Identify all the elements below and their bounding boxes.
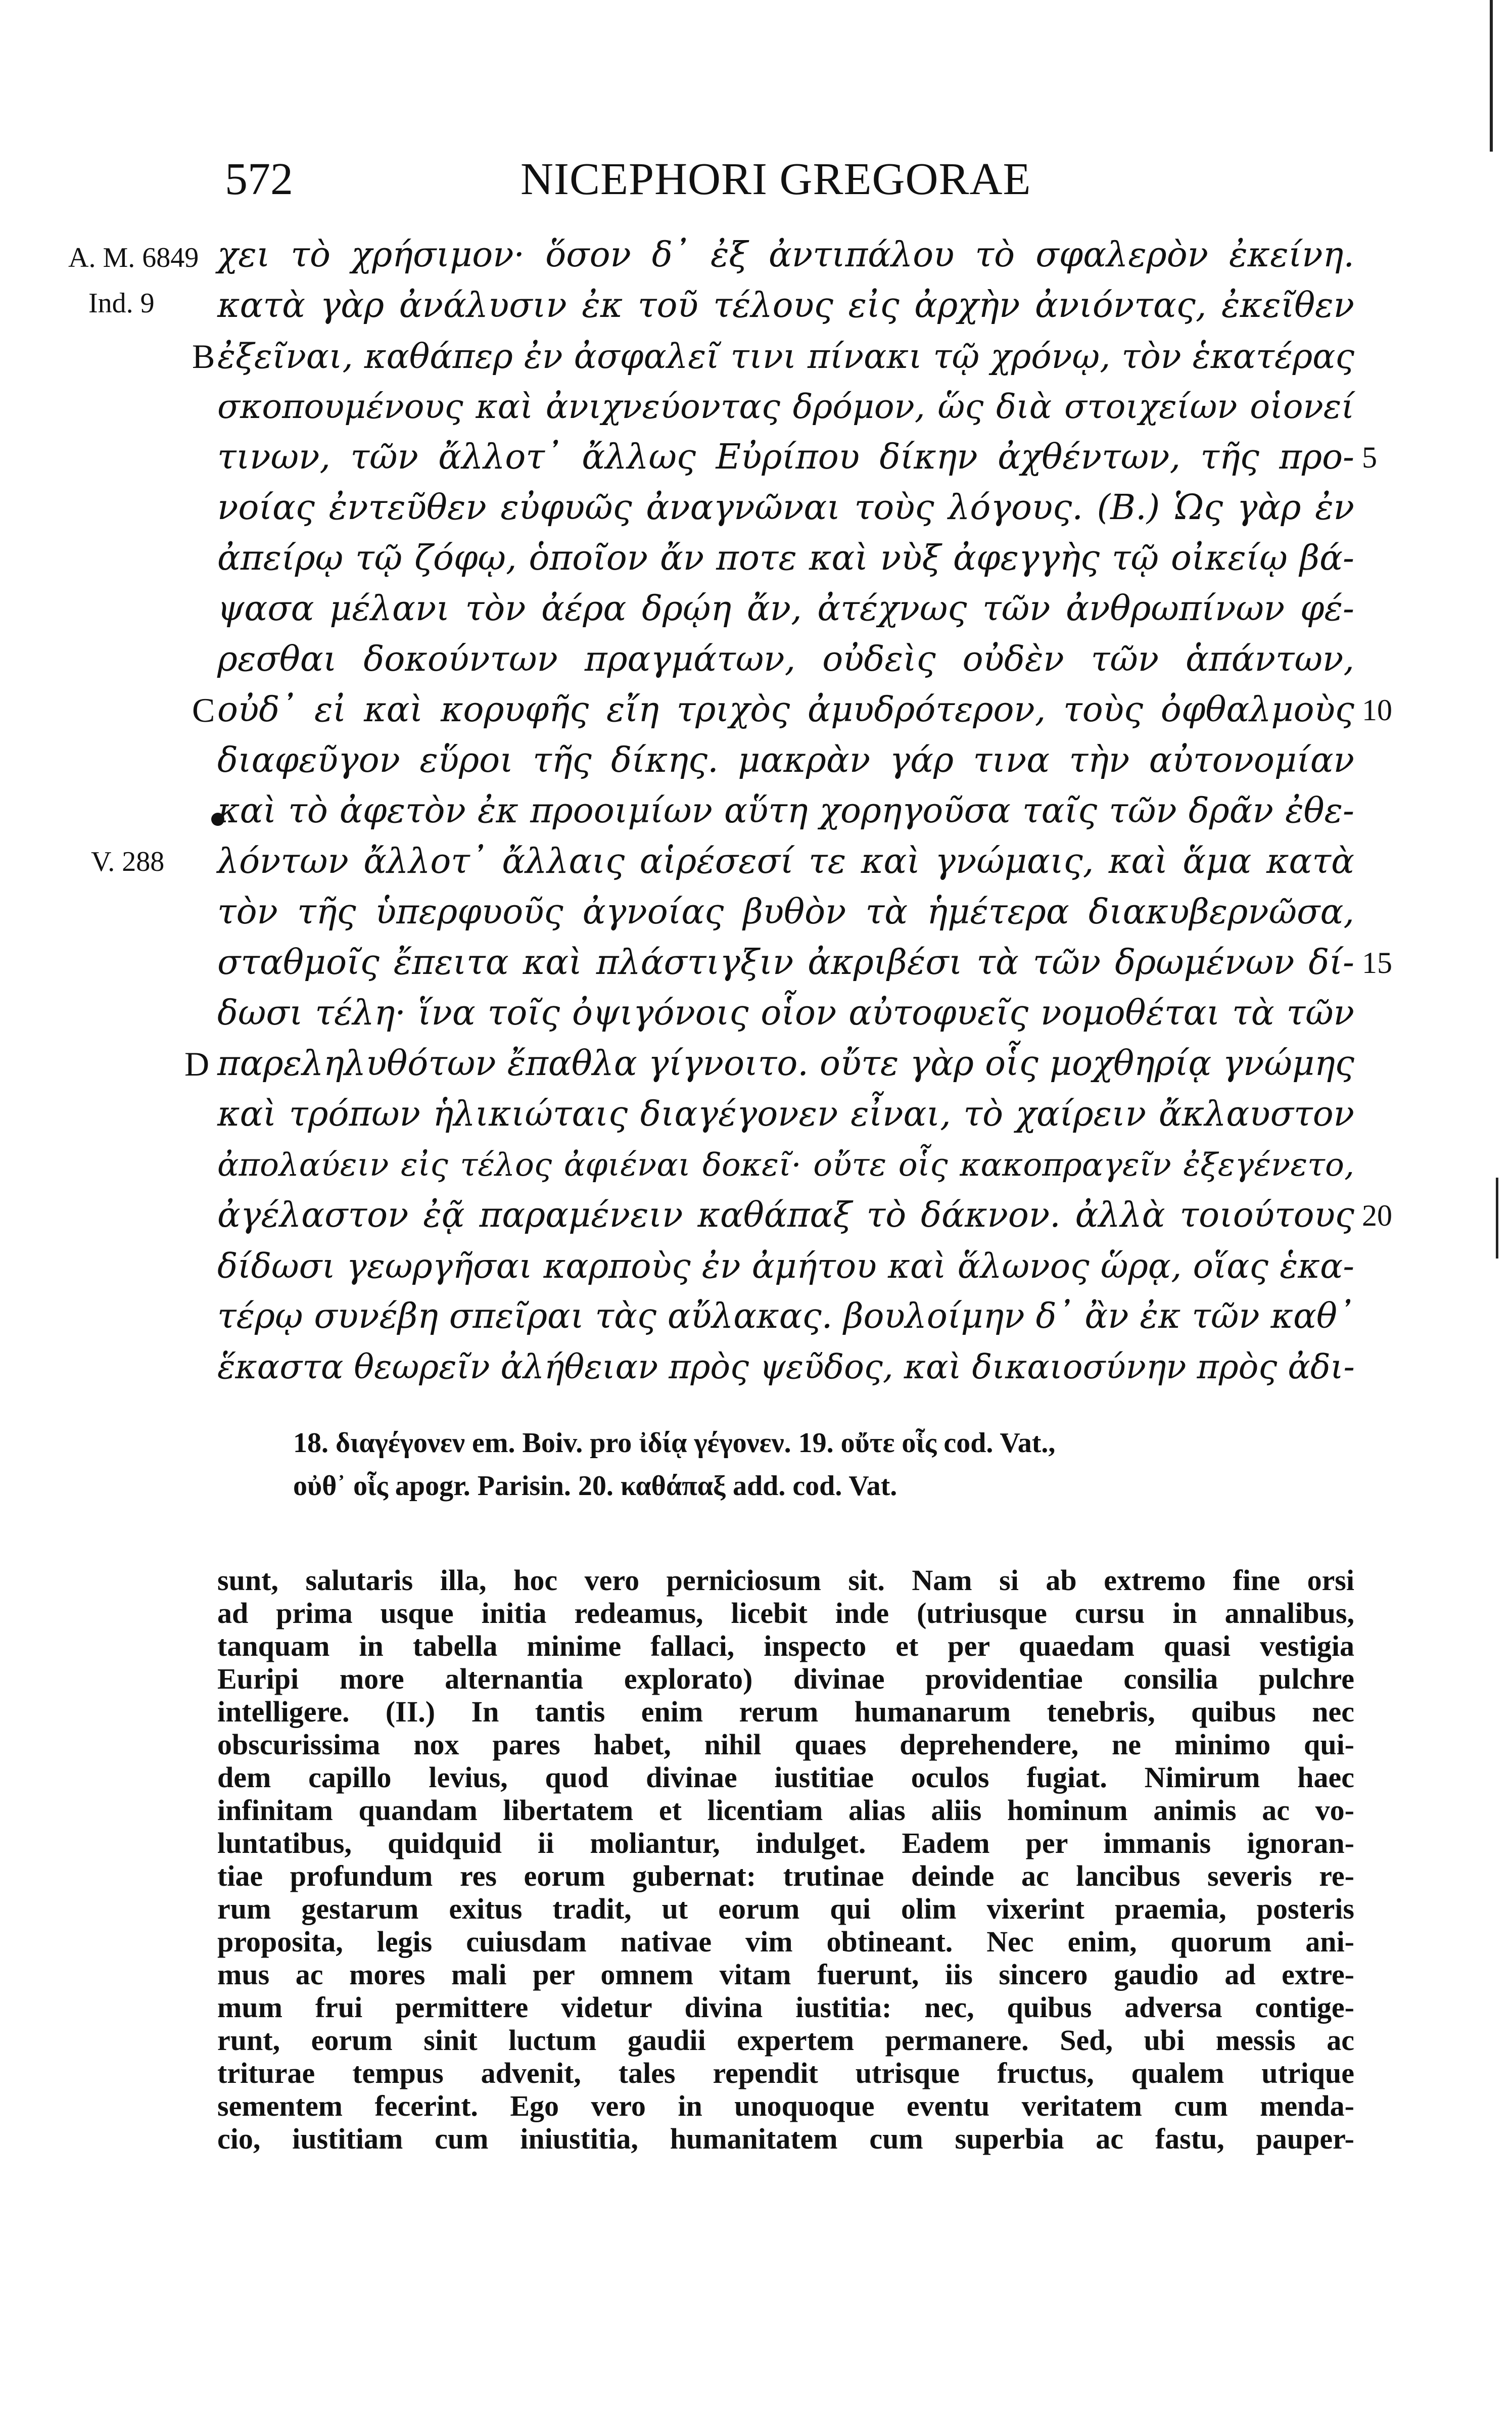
greek-line: οὐδ᾽ εἰ καὶ κορυφῆς εἴη τριχὸς ἀμυδρότερον, τοὺς ὀφθαλμοὺς	[217, 690, 1354, 730]
greek-line: σκοπουμένους καὶ ἀνιχνεύοντας δρόμον, ὥς διὰ στοιχείων οἱονεί	[217, 387, 1354, 426]
latin-line: tanquam in tabella minime fallaci, inspecto et per quaedam quasi vestigia	[217, 1629, 1354, 1662]
apparatus-line: οὐθ᾽ οἷς apogr. Parisin. 20. καθάπαξ add. cod. Vat.	[293, 1470, 897, 1502]
latin-line: triturae tempus advenit, tales rependit utrisque fructus, qualem utrique	[217, 2057, 1354, 2089]
greek-line: ἕκαστα θεωρεῖν ἀλήθειαν πρὸς ψεῦδος, καὶ δικαιοσύνην πρὸς ἀδι-	[217, 1347, 1355, 1386]
page-number: 572	[225, 154, 293, 204]
greek-line: τινων, τῶν ἄλλοτ᾽ ἄλλως Εὐρίπου δίκην ἀχθέντων, τῆς προ-	[217, 437, 1354, 477]
greek-line: τὸν τῆς ὑπερφυοῦς ἀγνοίας βυθὸν τὰ ἡμέτερα διακυβερνῶσα,	[217, 892, 1354, 932]
latin-line: luntatibus, quidquid ii moliantur, indulget. Eadem per immanis ignoran-	[217, 1827, 1354, 1859]
latin-line: rum gestarum exitus tradit, ut eorum qui olim vixerint praemia, posteris	[217, 1892, 1354, 1925]
latin-line: tiae profundum res eorum gubernat: trutinae deinde ac lancibus severis re-	[217, 1859, 1354, 1892]
page-edge-mark	[1496, 1178, 1498, 1259]
greek-line: διαφεῦγον εὕροι τῆς δίκης. μακρὰν γάρ τινα τὴν αὐτονομίαν	[217, 740, 1354, 780]
running-head: NICEPHORI GREGORAE	[521, 154, 1031, 204]
latin-line: dem capillo levius, quod divinae iustitiae oculos fugiat. Nimirum haec	[217, 1761, 1354, 1794]
greek-line: ἐξεῖναι, καθάπερ ἐν ἀσφαλεῖ τινι πίνακι τῷ χρόνῳ, τὸν ἑκατέρας	[217, 337, 1354, 376]
latin-line: sunt, salutaris illa, hoc vero perniciosum sit. Nam si ab extremo fine orsi	[217, 1564, 1354, 1597]
line-number-20: 20	[1362, 1199, 1392, 1232]
latin-line: runt, eorum sinit luctum gaudii expertem permanere. Sed, ubi messis ac	[217, 2024, 1354, 2057]
page-edge-rule	[1490, 0, 1493, 152]
greek-line: χει τὸ χρήσιμον· ὅσον δ᾽ ἐξ ἀντιπάλου τὸ σφαλερὸν ἐκείνη.	[217, 235, 1354, 275]
greek-line: καὶ τρόπων ἡλικιώταις διαγέγονεν εἶναι, τὸ χαίρειν ἄκλαυστον	[217, 1094, 1354, 1134]
line-number-5: 5	[1362, 441, 1377, 474]
latin-line: obscurissima nox pares habet, nihil quaes deprehendere, ne minimo qui-	[217, 1728, 1354, 1761]
greek-line: ρεσθαι δοκούντων πραγμάτων, οὐδεὶς οὐδὲν τῶν ἁπάντων,	[217, 639, 1354, 679]
latin-line: intelligere. (II.) In tantis enim rerum humanarum tenebris, quibus nec	[217, 1695, 1354, 1728]
greek-line: ἀγέλαστον ἐᾷ παραμένειν καθάπαξ τὸ δάκνον. ἀλλὰ τοιούτους	[217, 1195, 1354, 1235]
margin-year: A. M. 6849	[68, 242, 199, 273]
greek-line: καὶ τὸ ἀφετὸν ἐκ προοιμίων αὕτη χορηγοῦσα ταῖς τῶν δρᾶν ἐθε-	[217, 791, 1354, 831]
apparatus-line: 18. διαγέγονεν em. Boiv. pro ἰδίᾳ γέγονεν. 19. οὔτε οἷς cod. Vat.,	[293, 1427, 1056, 1459]
latin-line: sementem fecerint. Ego vero in unoquoque eventu veritatem cum menda-	[217, 2089, 1354, 2122]
greek-line: παρεληλυθότων ἔπαθλα γίγνοιτο. οὔτε γὰρ οἷς μοχθηρίᾳ γνώμης	[217, 1044, 1354, 1084]
latin-line: proposita, legis cuiusdam nativae vim obtineant. Nec enim, quorum ani-	[217, 1925, 1354, 1958]
latin-line: infinitam quandam libertatem et licentiam alias aliis hominum animis ac vo-	[217, 1794, 1354, 1827]
margin-sigla-d: D	[184, 1045, 210, 1083]
greek-line: ψασα μέλανι τὸν ἀέρα δρῴη ἄν, ἀτέχνως τῶν ἀνθρωπίνων φέ-	[217, 589, 1354, 629]
latin-line: cio, iustitiam cum iniustitia, humanitatem cum superbia ac fastu, pauper-	[217, 2122, 1354, 2155]
margin-indiction: Ind. 9	[88, 288, 155, 319]
latin-line: Euripi more alternantia explorato) divinae providentiae consilia pulchre	[217, 1662, 1354, 1695]
margin-sigla-c: C	[192, 691, 215, 729]
greek-line: λόντων ἄλλοτ᾽ ἄλλαις αἱρέσεσί τε καὶ γνώμαις, καὶ ἅμα κατὰ	[217, 842, 1354, 881]
margin-sigla-b: B	[192, 337, 215, 376]
line-number-10: 10	[1362, 693, 1392, 727]
latin-line: mum frui permittere videtur divina iustitia: nec, quibus adversa contige-	[217, 1991, 1354, 2024]
greek-line: ἀπολαύειν εἰς τέλος ἀφιέναι δοκεῖ· οὔτε οἷς κακοπραγεῖν ἐξεγένετο,	[217, 1146, 1354, 1183]
margin-volume: V. 288	[91, 846, 165, 877]
latin-line: mus ac mores mali per omnem vitam fuerunt, iis sincero gaudio ad extre-	[217, 1958, 1354, 1991]
greek-line: ἀπείρῳ τῷ ζόφῳ, ὁποῖον ἄν ποτε καὶ νὺξ ἀφεγγὴς τῷ οἰκείῳ βά-	[217, 538, 1354, 578]
greek-line: σταθμοῖς ἔπειτα καὶ πλάστιγξιν ἀκριβέσι τὰ τῶν δρωμένων δί-	[217, 943, 1354, 983]
greek-line: τέρῳ συνέβη σπεῖραι τὰς αὔλακας. βουλοίμην δ᾽ ἂν ἐκ τῶν καθ᾽	[217, 1296, 1354, 1336]
greek-line: κατὰ γὰρ ἀνάλυσιν ἐκ τοῦ τέλους εἰς ἀρχὴν ἀνιόντας, ἐκεῖθεν	[217, 286, 1354, 325]
line-number-15: 15	[1362, 946, 1392, 980]
greek-line: δίδωσι γεωργῆσαι καρποὺς ἐν ἀμήτου καὶ ἅλωνος ὥρᾳ, οἵας ἑκα-	[217, 1246, 1354, 1286]
latin-line: ad prima usque initia redeamus, licebit inde (utriusque cursu in annalibus,	[217, 1597, 1354, 1629]
greek-line: δωσι τέλη· ἵνα τοῖς ὀψιγόνοις οἷον αὐτοφυεῖς νομοθέται τὰ τῶν	[217, 993, 1354, 1033]
greek-line: νοίας ἐντεῦθεν εὐφυῶς ἀναγνῶναι τοὺς λόγους. (Β.) Ὡς γὰρ ἐν	[217, 488, 1354, 528]
